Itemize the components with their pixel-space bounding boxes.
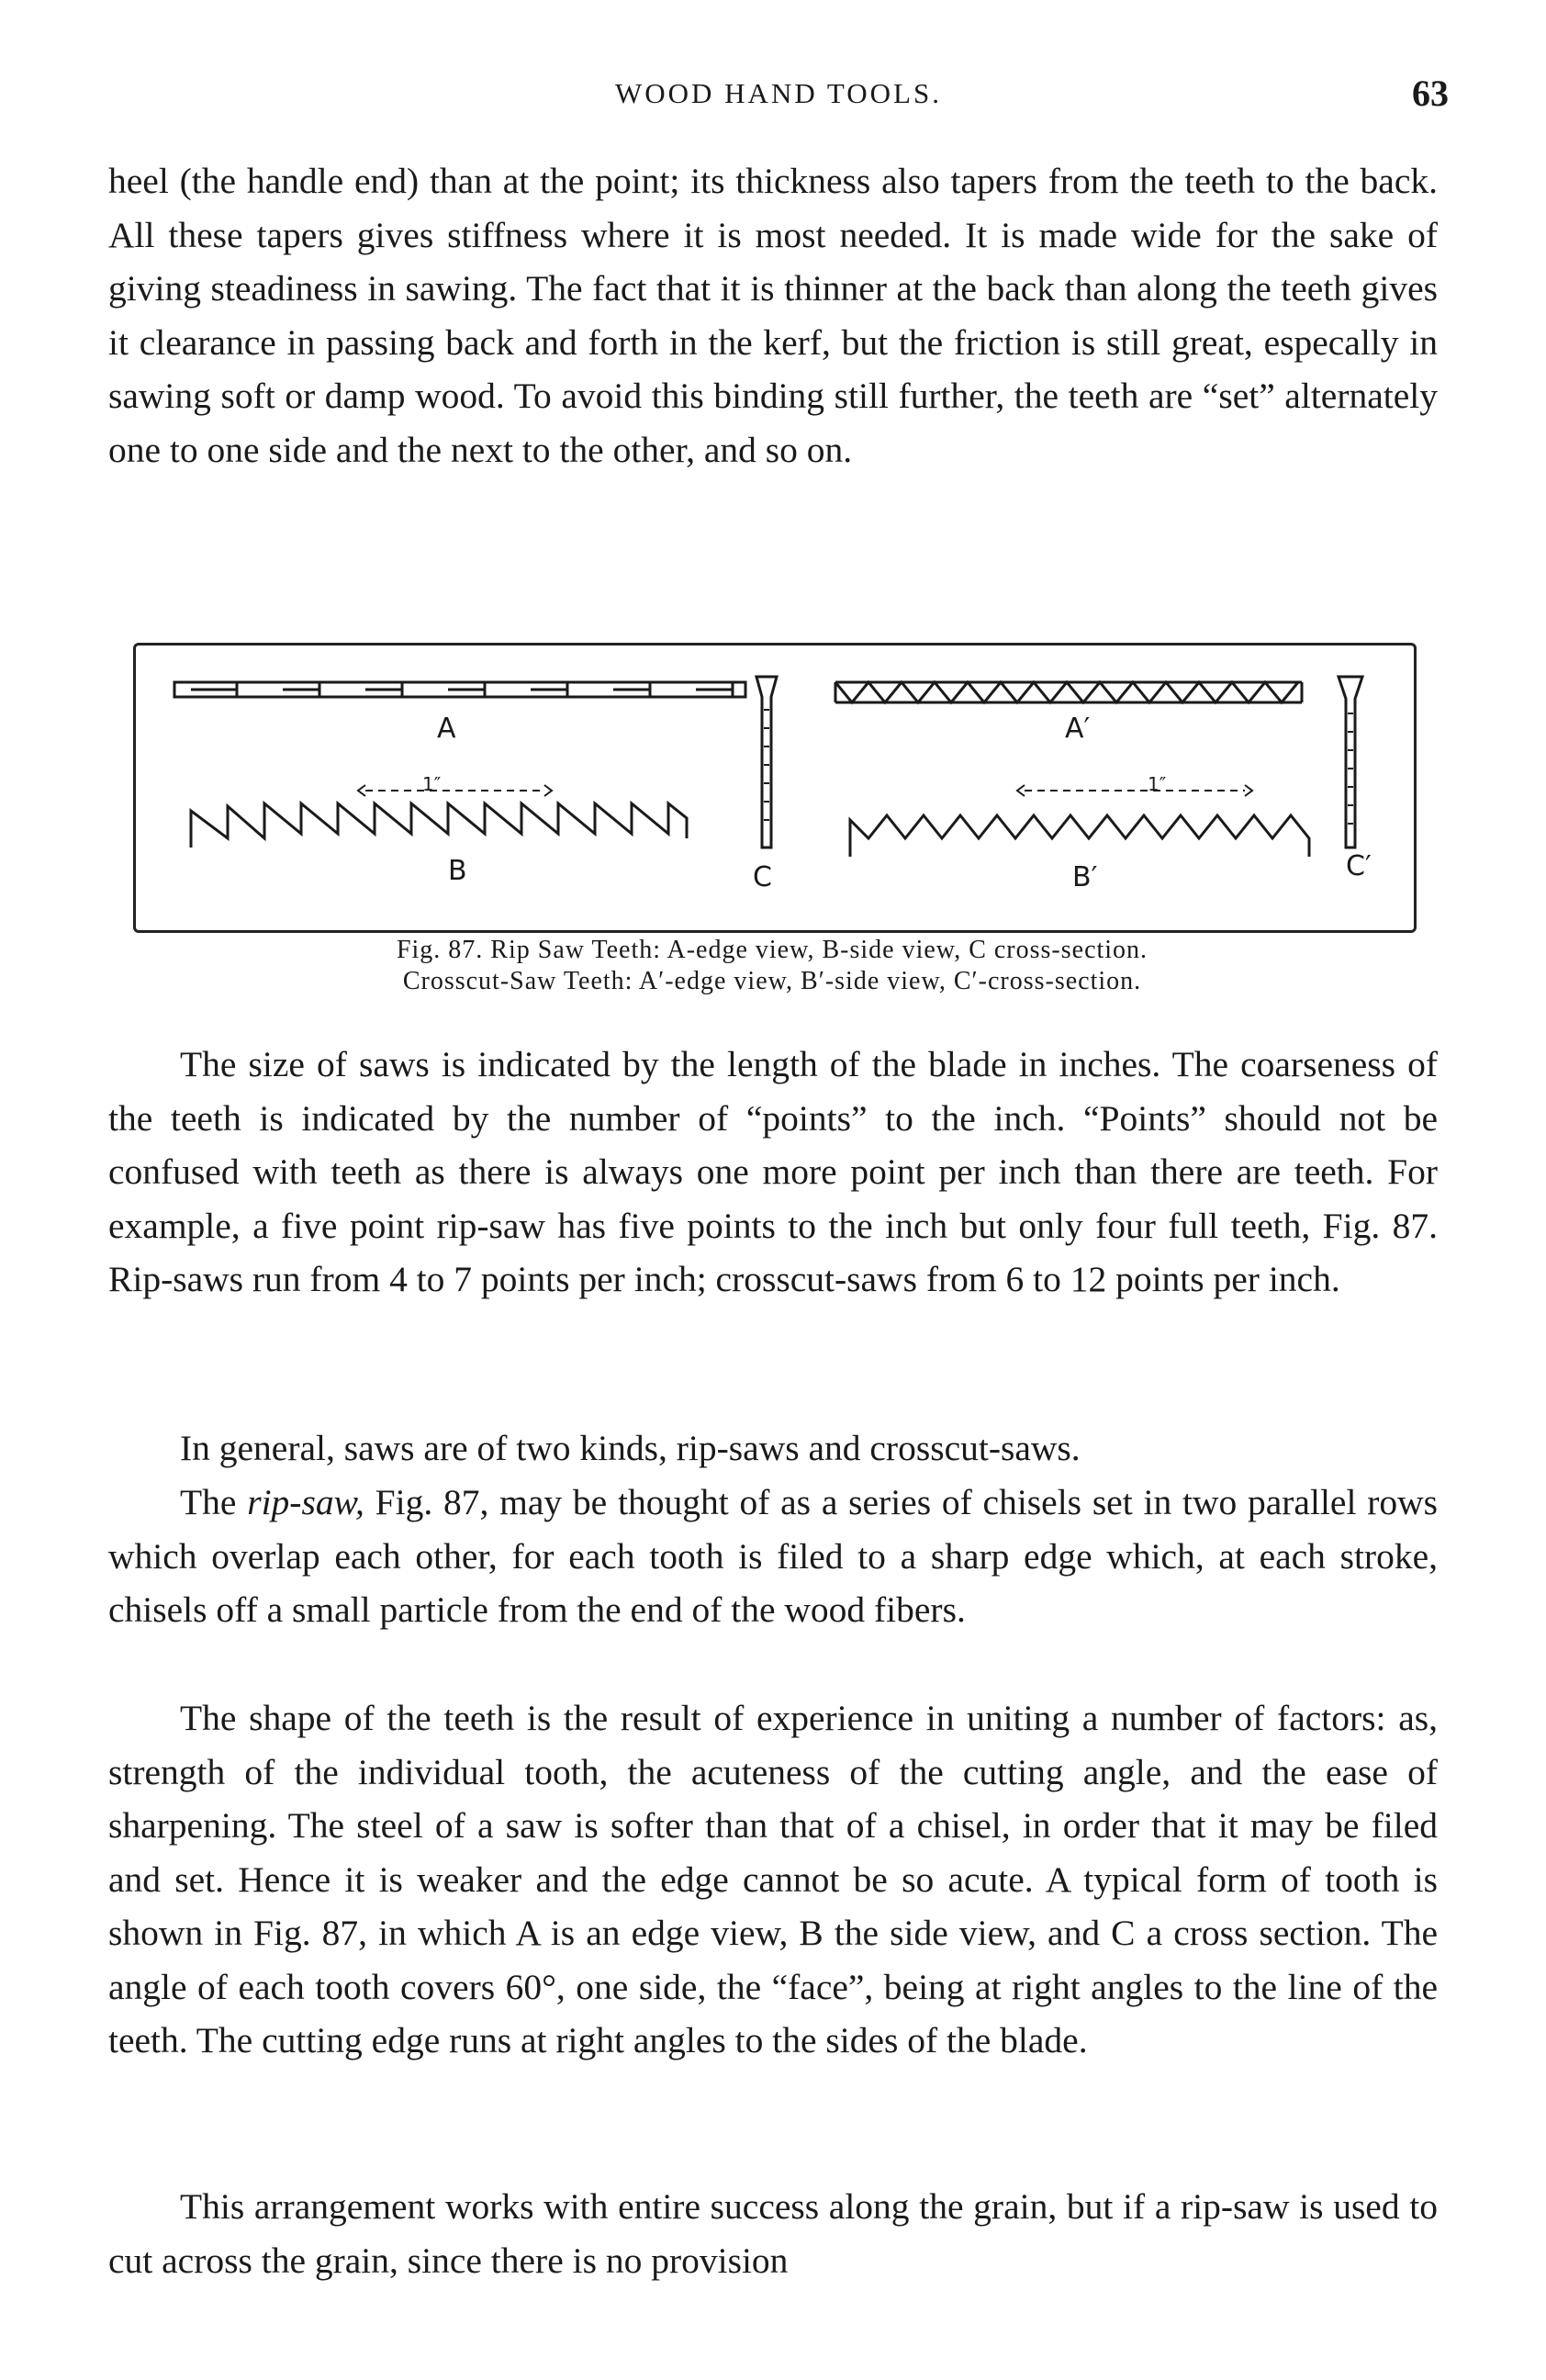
running-head: WOOD HAND TOOLS. [615,77,942,109]
paragraph-1: heel (the handle end) than at the point; its thickness also tapers from the teeth to the back. All these tapers gives stiffness where it is most needed. It is made wide for the sake of giving steadiness in sawing. The fact that it is thinner at the back than along the teeth gives it clearance in passing back and forth in the kerf, but the friction is still great, especally in sawing soft or damp wood. To avoid this binding still further, the teeth are “set” alternately one to one side and the next to the other, and so on. [108,161,1438,470]
rip-cross-section [756,677,777,848]
paragraph-6: This arrangement works with entire success along the grain, but if a rip-saw is used to cut across the grain, since there is no provision [108,2186,1438,2281]
page-header [108,72,1449,127]
paragraph-4 [108,1476,1438,1637]
inch-mark-rip: 1″ [422,773,442,795]
caption-line-2: Crosscut-Saw Teeth: A′-edge view, B′-side view, C′-cross-section. [402,967,1142,995]
page-number: 63 [1412,73,1449,114]
paragraph-5: The shape of the teeth is the result of experience in uniting a number of factors: as, strength of the individual tooth, the acuteness of the cutting angle, and the ease of sharpening. The steel of a saw is softer than that of a chisel, in order that it may be filed and set. Hence it is weaker and the edge cannot be so acute. A typical form of tooth is shown in Fig. 87, in which A is an edge view, B the side view, and C a cross section. The angle of each tooth covers 60°, one side, the “face”, being at right angles to the line of the teeth. The cutting edge runs at right angles to the sides of the blade. [108,1698,1438,2060]
crosscut-side-view [850,785,1309,857]
rip-saw-term: rip-saw, [247,1482,364,1522]
paragraph-4-rest: Fig. 87, may be thought of as a series of chisels set in two parallel rows which overlap each other, for each tooth is filed to a sharp edge which, at each stroke, chisels off a small particle from the end of the wood fibers. [108,1482,1438,1630]
label-C: C [753,861,772,893]
label-C-prime: C′ [1346,850,1372,882]
label-A: A [437,713,456,745]
label-B: B [448,855,467,887]
inch-mark-crosscut: 1″ [1148,773,1167,795]
label-A-prime: A′ [1065,713,1091,745]
paragraph-2: The size of saws is indicated by the length of the blade in inches. The coarseness of the teeth is indicated by the number of “points” to the inch. “Points” should not be confused with teeth as there is always one more point per inch than there are teeth. For example, a five point rip-saw has five points to the inch but only four full teeth, Fig. 87. Rip-saws run from 4 to 7 points per inch; crosscut-saws from 6 to 12 points per inch. [108,1044,1438,1299]
figure-caption [133,935,1411,997]
crosscut-cross-section [1339,677,1362,848]
saw-teeth-diagram [136,646,1414,930]
crosscut-edge-view [835,682,1302,702]
caption-line-1: Fig. 87. Rip Saw Teeth: A-edge view, B-side view, C cross-section. [396,936,1148,964]
figure-87 [133,643,1417,933]
label-B-prime: B′ [1072,861,1098,893]
rip-edge-view [174,682,745,697]
paragraph-3: In general, saws are of two kinds, rip-saws and crosscut-saws. [180,1428,1081,1468]
paragraph-4-lead: The [180,1482,237,1522]
